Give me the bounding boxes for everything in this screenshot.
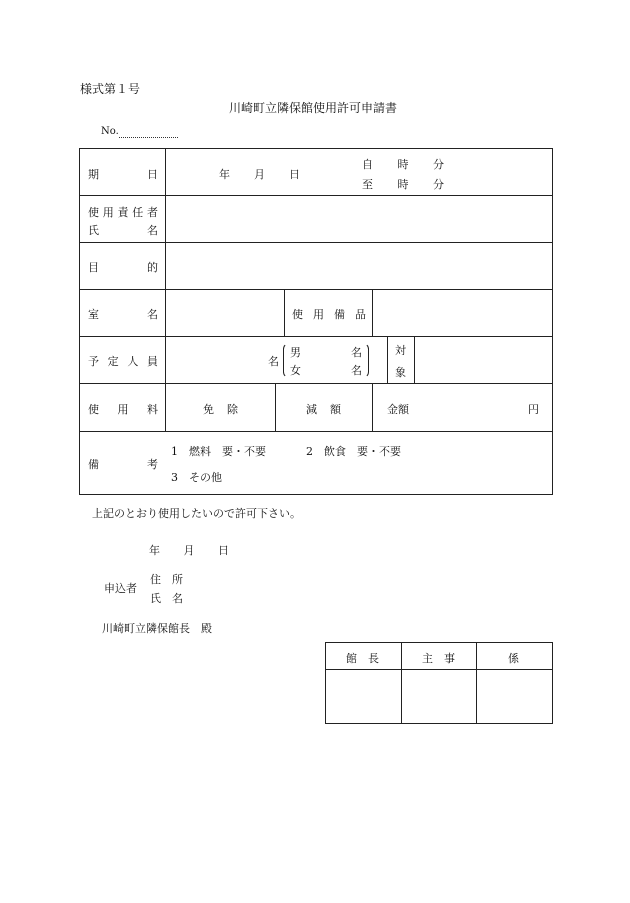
approval-header-director: 館 長 bbox=[346, 652, 379, 665]
date-year[interactable]: 年 bbox=[219, 168, 230, 181]
addressee: 川崎町立隣保館長 殿 bbox=[102, 622, 212, 635]
equipment-label: 使 用 備 品 bbox=[292, 308, 366, 321]
male-label: 男 bbox=[290, 346, 301, 359]
target-label-1: 対 bbox=[395, 344, 406, 357]
date-label: 期 日 bbox=[88, 168, 158, 181]
form-title: 川崎町立隣保館使用許可申請書 bbox=[229, 101, 398, 115]
date-month[interactable]: 月 bbox=[254, 168, 265, 181]
responsible-name-label: 氏 名 bbox=[88, 224, 158, 237]
notes-fuel-option[interactable]: 1 燃料 要・不要 bbox=[171, 445, 266, 458]
date-day[interactable]: 日 bbox=[289, 168, 300, 181]
no-label: No. bbox=[101, 126, 119, 137]
fee-amount-label: 金額 bbox=[387, 403, 409, 416]
room-label: 室 名 bbox=[88, 308, 158, 321]
target-label-2: 象 bbox=[395, 366, 406, 379]
approval-stamp-staff[interactable] bbox=[477, 670, 551, 722]
time-from[interactable]: 自 時 分 bbox=[362, 158, 444, 171]
approval-header-chief: 主 事 bbox=[422, 652, 455, 665]
male-unit[interactable]: 名 bbox=[351, 346, 362, 359]
notes-label: 備 考 bbox=[88, 458, 158, 471]
form-number: 様式第１号 bbox=[80, 82, 141, 96]
no-field-dotted-line[interactable] bbox=[119, 137, 178, 138]
fee-yen-unit: 円 bbox=[528, 403, 539, 416]
fee-label: 使 用 料 bbox=[88, 403, 158, 416]
application-date[interactable]: 年 月 日 bbox=[149, 544, 229, 557]
applicant-label: 申込者 bbox=[104, 582, 137, 595]
target-field[interactable] bbox=[415, 337, 551, 383]
purpose-field[interactable] bbox=[166, 243, 551, 289]
applicant-name-label: 氏 名 bbox=[150, 592, 183, 605]
responsible-field[interactable] bbox=[166, 196, 551, 242]
notes-other-option[interactable]: 3 その他 bbox=[171, 471, 222, 484]
time-to[interactable]: 至 時 分 bbox=[362, 178, 444, 191]
attendance-label: 予 定 人 員 bbox=[88, 355, 158, 368]
request-statement: 上記のとおり使用したいので許可下さい。 bbox=[92, 507, 301, 520]
room-field[interactable] bbox=[166, 290, 284, 336]
approval-stamp-chief[interactable] bbox=[402, 670, 476, 722]
purpose-label: 目 的 bbox=[88, 261, 158, 274]
equipment-field[interactable] bbox=[373, 290, 551, 336]
approval-header-staff: 係 bbox=[508, 652, 519, 665]
applicant-address-label: 住 所 bbox=[150, 573, 183, 586]
responsible-label: 使 用 責 任 者 bbox=[88, 206, 158, 219]
female-label: 女 bbox=[290, 364, 301, 377]
notes-food-option[interactable]: 2 飲食 要・不要 bbox=[306, 445, 401, 458]
female-unit[interactable]: 名 bbox=[351, 364, 362, 377]
fee-reduce[interactable]: 減 額 bbox=[306, 403, 341, 416]
approval-stamp-director[interactable] bbox=[326, 670, 401, 722]
attendance-unit[interactable]: 名 bbox=[268, 355, 279, 368]
fee-exempt[interactable]: 免 除 bbox=[203, 403, 238, 416]
